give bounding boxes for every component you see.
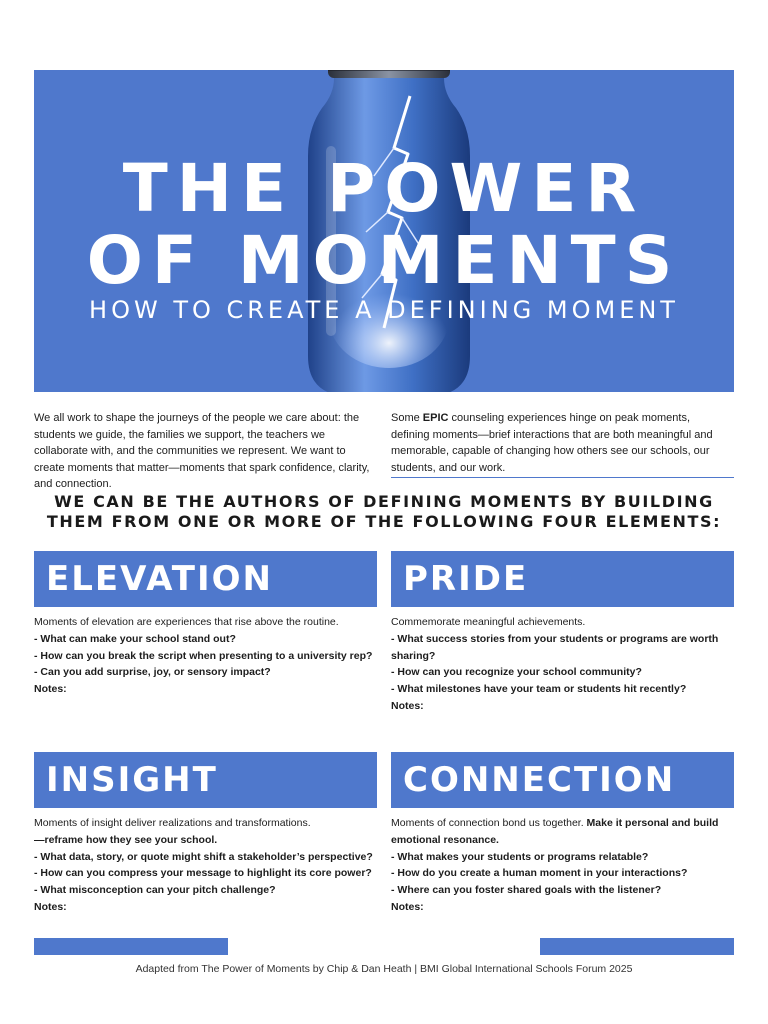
pride-question-1: - What success stories from your students or programs are worth sharing? bbox=[391, 632, 719, 662]
footer-bar-right bbox=[540, 938, 734, 955]
intro-right-post: counseling experiences hinge on peak moments, defining moments—brief interactions that are both meaningful and memorable, capable of changing how others see our schools, our students, and our work. bbox=[391, 412, 713, 474]
intro-paragraph-right bbox=[391, 410, 731, 476]
insight-question-2: - What data, story, or quote might shift a stakeholder’s perspective? bbox=[34, 850, 373, 863]
connection-notes-label: Notes: bbox=[391, 900, 424, 913]
elevation-notes-label: Notes: bbox=[34, 683, 67, 696]
connection-question-3: - Where can you foster shared goals with the listener? bbox=[391, 884, 662, 897]
intro-right-bold: EPIC bbox=[422, 412, 449, 424]
footer-bar-left bbox=[34, 938, 228, 955]
insight-intro: Moments of insight deliver realizations and transformations. bbox=[34, 817, 311, 829]
footer-credit: Adapted from The Power of Moments by Chip & Dan Heath | BMI Global International Schools Forum 2025 bbox=[135, 963, 633, 975]
pride-description bbox=[391, 614, 734, 715]
elevation-band: ELEVATION bbox=[34, 551, 377, 607]
hero-title-line-1: THE POWER bbox=[122, 150, 646, 227]
insight-description bbox=[34, 815, 377, 916]
elevation-intro: Moments of elevation are experiences that rise above the routine. bbox=[34, 616, 339, 628]
insight-line-1: —reframe how they see your school. bbox=[34, 833, 218, 846]
elevation-question-1: - What can make your school stand out? bbox=[34, 632, 236, 645]
pride-notes-label: Notes: bbox=[391, 699, 424, 712]
pride-intro: Commemorate meaningful achievements. bbox=[391, 616, 586, 628]
pride-band: PRIDE bbox=[391, 551, 734, 607]
connection-question-1: - What makes your students or programs relatable? bbox=[391, 850, 649, 863]
elevation-question-2: - How can you break the script when presenting to a university rep? bbox=[34, 649, 373, 662]
pride-question-3: - What milestones have your team or students hit recently? bbox=[391, 683, 687, 696]
connection-question-2: - How do you create a human moment in your interactions? bbox=[391, 867, 688, 880]
section-heading-line-1: WE CAN BE THE AUTHORS OF DEFINING MOMENTS BY BUILDING bbox=[54, 492, 714, 511]
elevation-question-3: - Can you add surprise, joy, or sensory impact? bbox=[34, 666, 271, 679]
insight-question-4: - What misconception can your pitch challenge? bbox=[34, 884, 276, 897]
pride-question-2: - How can you recognize your school community? bbox=[391, 666, 642, 679]
intro-paragraph-left: We all work to shape the journeys of the people we care about: the students we guide, the families we support, the teachers we collaborate with, and the communities we represent. We want to create moments that matter—moments that spark confidence, clarity, and connection. bbox=[34, 412, 370, 490]
connection-description bbox=[391, 815, 734, 916]
hero-subtitle: HOW TO CREATE A DEFINING MOMENT bbox=[89, 296, 679, 324]
elevation-description bbox=[34, 614, 377, 698]
hero-banner bbox=[34, 70, 734, 392]
section-heading bbox=[34, 492, 734, 532]
insight-band: INSIGHT bbox=[34, 752, 377, 808]
hero-title-line-2: OF MOMENTS bbox=[86, 222, 682, 299]
connection-intro: Moments of connection bond us together. Make it personal and build emotional resonance. bbox=[391, 817, 719, 846]
intro-divider bbox=[391, 477, 734, 478]
intro-right-pre: Some bbox=[391, 412, 423, 424]
insight-question-3: - How can you compress your message to highlight its core power? bbox=[34, 867, 372, 880]
section-heading-line-2: THEM FROM ONE OR MORE OF THE FOLLOWING FOUR ELEMENTS: bbox=[46, 512, 722, 531]
connection-band: CONNECTION bbox=[391, 752, 734, 808]
insight-notes-label: Notes: bbox=[34, 900, 67, 913]
